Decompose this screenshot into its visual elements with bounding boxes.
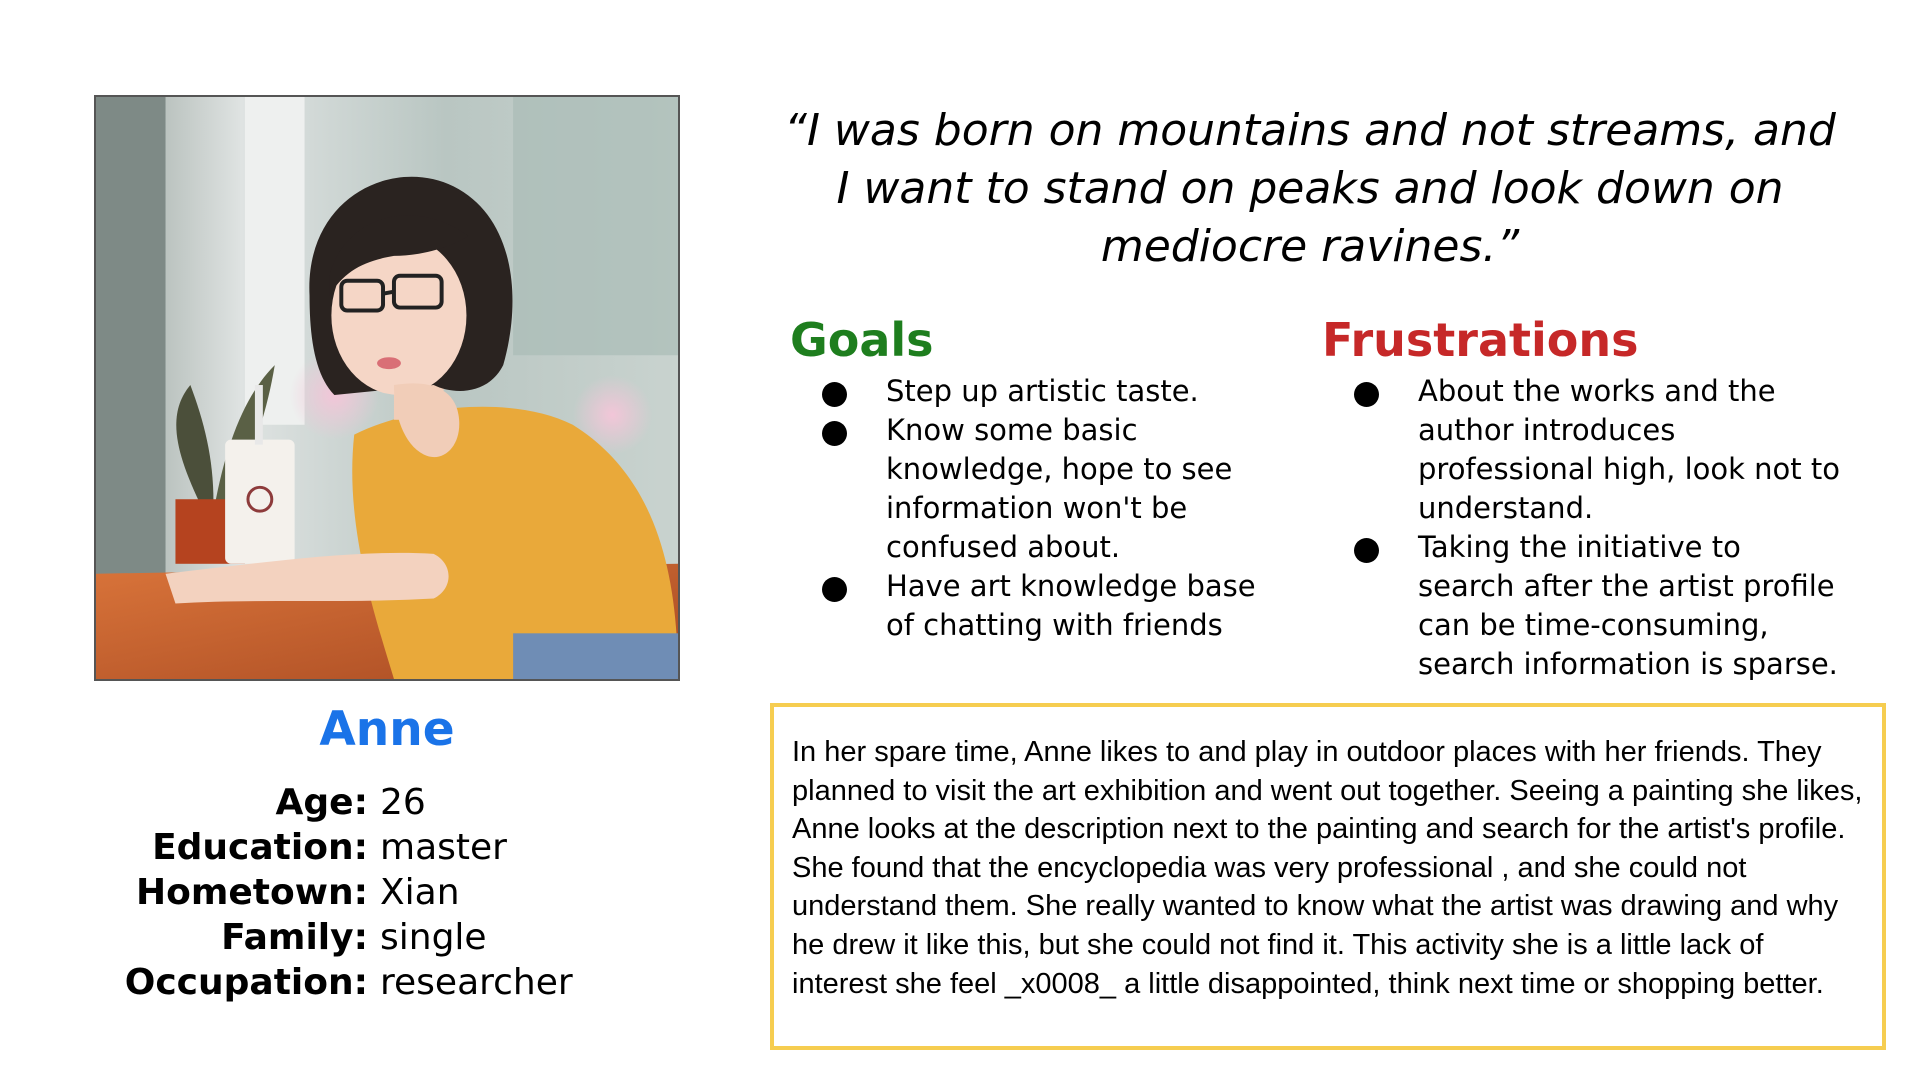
goal-item [790,567,1290,645]
detail-label: Family: [221,917,368,958]
bullet-icon [822,382,847,407]
goal-text: Have art knowledge base of chatting with friends [886,569,1256,642]
frustration-text: Taking the initiative to search after the artist profile can be time-consuming, search information is sparse. [1418,530,1838,681]
frustrations-heading: Frustrations [1322,313,1639,367]
bullet-icon [1354,382,1379,407]
goal-text: Know some basic knowledge, hope to see information won't be confused about. [886,413,1233,564]
detail-row-education [120,825,660,870]
bullet-icon [822,421,847,446]
detail-value: researcher [380,962,573,1003]
detail-row-family [120,915,660,960]
detail-value: 26 [380,782,426,823]
frustration-item [1322,528,1842,684]
persona-details [120,780,660,1005]
detail-row-hometown [120,870,660,915]
detail-row-occupation [120,960,660,1005]
bullet-icon [822,577,847,602]
detail-value: single [380,917,487,958]
frustrations-list [1322,372,1842,684]
goals-list [790,372,1290,645]
detail-label: Hometown: [135,872,368,913]
detail-value: Xian [380,872,460,913]
goal-text: Step up artistic taste. [886,374,1199,408]
scenario-text: In her spare time, Anne likes to and play in outdoor places with her friends. They planned to visit the art exhibition and went out together. Seeing a painting she likes, Anne looks at the description next to the painting and search for the artist's profile. She found that the encyclopedia was very professional , and she could not understand them. She really wanted to know what the artist was drawing and why he drew it like this, but she could not find it. This activity she is a little lack of interest she feel _x0008_ a little disappointed, think next time or shopping better. [792,736,1863,1000]
persona-photo [94,95,680,681]
frustration-item [1322,372,1842,528]
detail-label: Occupation: [124,962,368,1003]
frustration-text: About the works and the author introduces professional high, look not to understand. [1418,374,1840,525]
detail-row-age [120,780,660,825]
persona-name: Anne [319,702,455,757]
goal-item [790,372,1290,411]
detail-value: master [380,827,507,868]
persona-quote: “I was born on mountains and not streams, and I want to stand on peaks and look down on mediocre ravines.” [784,105,1836,272]
bullet-icon [1354,538,1379,563]
goal-item [790,411,1290,567]
scenario-box [770,703,1886,1050]
goals-heading: Goals [790,313,934,367]
detail-label: Age: [275,782,368,823]
detail-label: Education: [152,827,368,868]
persona-photo-illustration [96,97,678,679]
